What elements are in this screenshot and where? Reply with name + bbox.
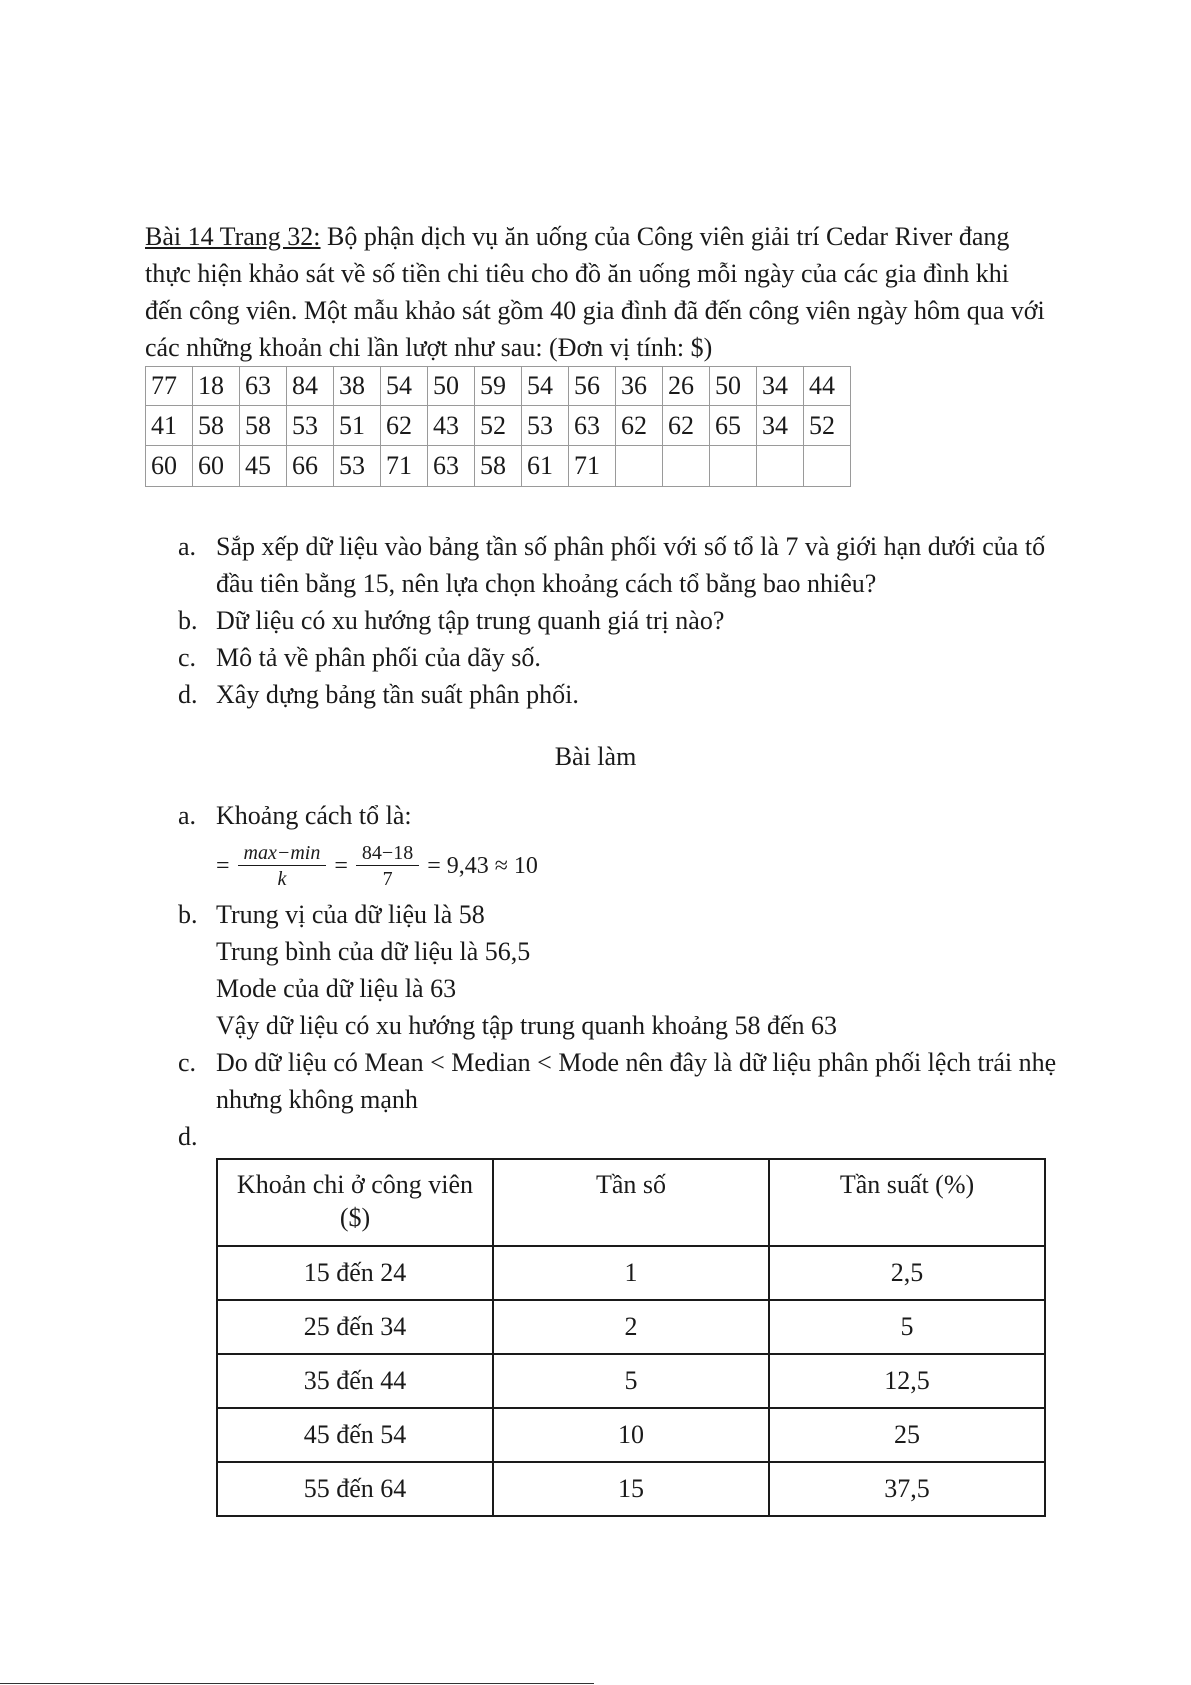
table-row xyxy=(217,1408,1045,1462)
answer-marker: d. xyxy=(178,1122,198,1151)
problem-statement xyxy=(145,218,1045,366)
raw-cell: 58 xyxy=(475,446,522,487)
answer-line: Vậy dữ liệu có xu hướng tập trung quanh khoảng 58 đến 63 xyxy=(216,1011,838,1040)
relative-frequency-cell: 25 xyxy=(769,1408,1045,1462)
answer-item xyxy=(178,797,1076,834)
raw-cell xyxy=(710,446,757,487)
raw-cell: 58 xyxy=(240,406,287,446)
raw-cell: 62 xyxy=(663,406,710,446)
class-interval-cell: 45 đến 54 xyxy=(217,1408,493,1462)
raw-cell: 50 xyxy=(428,367,475,406)
answer-line: Trung vị của dữ liệu là 58 xyxy=(216,900,485,929)
raw-cell: 61 xyxy=(522,446,569,487)
raw-cell: 56 xyxy=(569,367,616,406)
raw-cell: 65 xyxy=(710,406,757,446)
raw-data-row xyxy=(146,406,851,446)
answer-item xyxy=(178,896,1076,1044)
question-marker: b. xyxy=(178,606,198,635)
raw-cell: 43 xyxy=(428,406,475,446)
raw-cell: 71 xyxy=(569,446,616,487)
raw-cell: 66 xyxy=(287,446,334,487)
raw-data-row xyxy=(146,446,851,487)
problem-reference: Bài 14 Trang 32: xyxy=(145,222,321,251)
footnote-separator xyxy=(0,1683,594,1684)
raw-cell: 38 xyxy=(334,367,381,406)
frequency-cell: 5 xyxy=(493,1354,769,1408)
formula-fraction xyxy=(356,841,419,892)
raw-cell: 26 xyxy=(663,367,710,406)
raw-cell: 84 xyxy=(287,367,334,406)
raw-cell: 53 xyxy=(287,406,334,446)
class-interval-cell: 25 đến 34 xyxy=(217,1300,493,1354)
question-marker: c. xyxy=(178,643,197,672)
formula-denominator: k xyxy=(277,867,287,890)
question-item xyxy=(178,528,1076,602)
answer-marker: a. xyxy=(178,801,197,830)
question-list xyxy=(178,528,1076,713)
class-interval-cell: 55 đến 64 xyxy=(217,1462,493,1516)
raw-cell: 77 xyxy=(146,367,193,406)
answer-line: Trung bình của dữ liệu là 56,5 xyxy=(216,937,531,966)
raw-cell: 54 xyxy=(381,367,428,406)
frequency-distribution-table xyxy=(216,1158,1046,1517)
formula-denominator: 7 xyxy=(382,867,393,890)
class-interval-cell: 15 đến 24 xyxy=(217,1246,493,1300)
raw-cell: 52 xyxy=(804,406,851,446)
formula-result: = 9,43 ≈ 10 xyxy=(427,852,538,879)
raw-cell: 63 xyxy=(569,406,616,446)
question-text: Mô tả về phân phối của dãy số. xyxy=(216,643,541,672)
relative-frequency-cell: 2,5 xyxy=(769,1246,1045,1300)
raw-cell: 71 xyxy=(381,446,428,487)
formula-equals: = xyxy=(334,852,348,879)
question-text: Sắp xếp dữ liệu vào bảng tần số phân phối với số tổ là 7 và giới hạn dưới của tố đầu tiên bằng 15, nên lựa chọn khoảng cách tổ bằng bao nhiêu? xyxy=(216,532,1046,598)
class-interval-cell: 35 đến 44 xyxy=(217,1354,493,1408)
question-marker: a. xyxy=(178,532,197,561)
raw-cell: 53 xyxy=(522,406,569,446)
raw-cell: 54 xyxy=(522,367,569,406)
raw-cell: 62 xyxy=(381,406,428,446)
raw-cell: 63 xyxy=(240,367,287,406)
raw-cell: 60 xyxy=(146,446,193,487)
raw-cell: 41 xyxy=(146,406,193,446)
frequency-cell: 10 xyxy=(493,1408,769,1462)
table-row xyxy=(217,1354,1045,1408)
frequency-cell: 15 xyxy=(493,1462,769,1516)
raw-cell: 45 xyxy=(240,446,287,487)
question-text: Dữ liệu có xu hướng tập trung quanh giá trị nào? xyxy=(216,606,725,635)
raw-cell: 58 xyxy=(193,406,240,446)
question-text: Xây dựng bảng tần suất phân phối. xyxy=(216,680,579,709)
raw-cell: 60 xyxy=(193,446,240,487)
table-row xyxy=(217,1462,1045,1516)
column-header: Tần số xyxy=(493,1159,769,1246)
raw-cell: 44 xyxy=(804,367,851,406)
raw-data-row xyxy=(146,367,851,406)
formula-fraction xyxy=(238,841,327,892)
answer-line: Mode của dữ liệu là 63 xyxy=(216,974,457,1003)
raw-cell: 18 xyxy=(193,367,240,406)
raw-cell: 59 xyxy=(475,367,522,406)
frequency-cell: 2 xyxy=(493,1300,769,1354)
column-header: Khoản chi ở công viên ($) xyxy=(217,1159,493,1246)
relative-frequency-cell: 5 xyxy=(769,1300,1045,1354)
raw-cell: 34 xyxy=(757,367,804,406)
raw-cell: 51 xyxy=(334,406,381,446)
question-item xyxy=(178,639,1076,676)
raw-cell: 34 xyxy=(757,406,804,446)
formula-equals: = xyxy=(216,852,230,879)
raw-cell xyxy=(616,446,663,487)
raw-cell xyxy=(757,446,804,487)
table-row xyxy=(217,1246,1045,1300)
solution-b xyxy=(178,896,1076,1155)
relative-frequency-cell: 37,5 xyxy=(769,1462,1045,1516)
class-width-formula xyxy=(216,836,538,896)
answer-item xyxy=(178,1118,1076,1155)
raw-cell: 53 xyxy=(334,446,381,487)
answer-marker: b. xyxy=(178,900,198,929)
answer-text: Khoảng cách tổ là: xyxy=(216,801,412,830)
raw-cell xyxy=(804,446,851,487)
question-marker: d. xyxy=(178,680,198,709)
raw-cell: 63 xyxy=(428,446,475,487)
problem-text: Bộ phận dịch vụ ăn uống của Công viên giải trí Cedar River đang thực hiện khảo sát về số tiền chi tiêu cho đồ ăn uống mỗi ngày của các gia đình khi đến công viên. Một mẫu khảo sát gồm 40 gia đình đã đến công viên ngày hôm qua với các những khoản chi lần lượt như sau: (Đơn vị tính: $) xyxy=(145,222,1045,362)
raw-cell xyxy=(663,446,710,487)
answer-marker: c. xyxy=(178,1048,197,1077)
answer-text xyxy=(216,896,1076,1044)
raw-cell: 52 xyxy=(475,406,522,446)
solution-heading: Bài làm xyxy=(554,742,637,771)
raw-cell: 36 xyxy=(616,367,663,406)
formula-numerator: 84−18 xyxy=(356,841,419,866)
raw-cell: 50 xyxy=(710,367,757,406)
solution-a xyxy=(178,797,1076,834)
raw-data-table xyxy=(145,366,851,487)
raw-cell: 62 xyxy=(616,406,663,446)
answer-text: Do dữ liệu có Mean < Median < Mode nên đây là dữ liệu phân phối lệch trái nhẹ nhưng không mạnh xyxy=(216,1048,1057,1114)
table-header-row xyxy=(217,1159,1045,1246)
frequency-cell: 1 xyxy=(493,1246,769,1300)
formula-numerator: max−min xyxy=(238,841,327,866)
question-item xyxy=(178,676,1076,713)
column-header: Tần suất (%) xyxy=(769,1159,1045,1246)
table-row xyxy=(217,1300,1045,1354)
relative-frequency-cell: 12,5 xyxy=(769,1354,1045,1408)
question-item xyxy=(178,602,1076,639)
answer-item xyxy=(178,1044,1076,1118)
